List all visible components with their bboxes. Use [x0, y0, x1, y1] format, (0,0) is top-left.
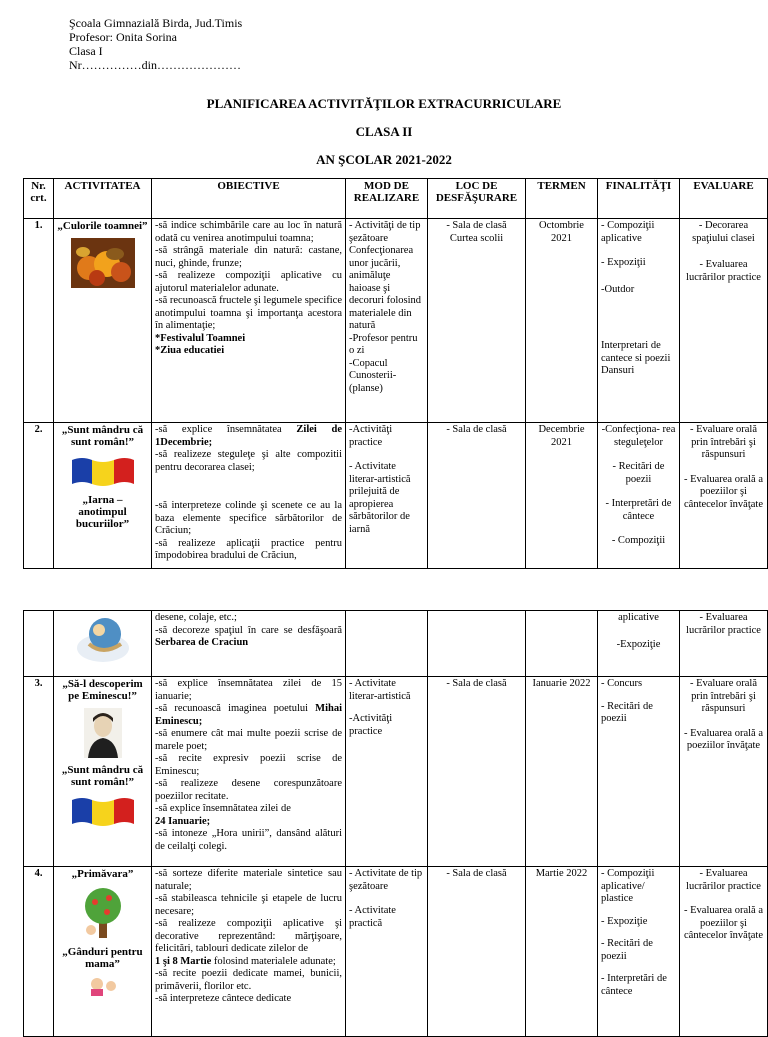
activity-title: „Sunt mândru că sunt român!” [61, 424, 144, 448]
term-cell: Octombrie 2021 [526, 219, 598, 423]
finality-text: - Compoziţii [611, 535, 666, 546]
finality-text: - Concurs [601, 678, 643, 689]
activity-cell [54, 867, 152, 1037]
col-activity: ACTIVITATEA [54, 179, 152, 219]
objective-text: -să recite expresiv poezii scrise de Eminescu; [155, 753, 342, 777]
objectives-cell [152, 611, 346, 677]
finality-cell [598, 423, 680, 569]
activity-cell [54, 219, 152, 423]
term-cell: Decembrie 2021 [526, 423, 598, 569]
poet-name: Mihai Eminescu; [155, 703, 342, 727]
romanian-flag-image [70, 794, 136, 828]
autumn-harvest-image [71, 238, 135, 288]
evaluation-cell [680, 219, 768, 423]
finality-text: - Compoziţii aplicative [601, 220, 655, 244]
mode-cell [346, 423, 428, 569]
table-row [24, 611, 768, 677]
evaluation-text: - Evaluarea lucrărilor practice [686, 259, 761, 283]
row-number [24, 611, 54, 677]
objective-text [155, 956, 342, 969]
row-number: 1. [24, 219, 54, 423]
nr-line: Nr……………din………………… [69, 58, 241, 72]
objective-text [155, 424, 342, 449]
objective-part: folosind materialele adunate; [211, 955, 336, 967]
objective-text: -să enumere cât mai multe poezii scrise de marele poet; [155, 728, 342, 752]
activity-subtitle: „Sunt mândru că sunt român!” [61, 764, 144, 788]
holiday-name: Zilei de 1Decembrie; [155, 424, 342, 448]
finality-text: - Recitări de poezii [601, 700, 653, 724]
mode-text: -Profesor pentru o zi [349, 332, 418, 356]
finality-text: Dansuri [601, 365, 635, 376]
objective-text: -să interpreteze colinde şi scenete ce au la baza elemente specifice sărbătorilor de Crăciun; [155, 500, 342, 536]
mode-text: -Activităţi practice [349, 424, 393, 448]
place-cell: - Sala de clasă [428, 677, 526, 867]
mode-text: - Activitate de tip şezătoare [349, 868, 423, 892]
finality-text: - Compoziţii aplicative/ plastice [601, 868, 655, 904]
objective-text [155, 703, 342, 728]
col-place: LOC DE DESFĂŞURARE [428, 179, 526, 219]
objective-part: -să explice însemnătatea [155, 424, 297, 435]
finality-cell [598, 611, 680, 677]
row-number: 3. [24, 677, 54, 867]
event-name: *Ziua educatiei [155, 345, 225, 356]
activity-cell [54, 677, 152, 867]
objective-text: -să sorteze diferite materiale sintetice sau naturale; [155, 868, 342, 892]
activity-cell [54, 611, 152, 677]
teacher-name: Profesor: Onita Sorina [69, 30, 177, 44]
activity-cell [54, 423, 152, 569]
activities-table-1 [23, 178, 768, 569]
event-name: Serbarea de Craciun [155, 637, 249, 648]
mother-child-image [83, 976, 123, 996]
activity-title: „Culorile toamnei” [57, 220, 148, 232]
objective-text: -să realizeze compoziţii aplicative şi decorative reprezentând: mărţişoare, felicitări, tablouri dedicate zilelor de [155, 918, 342, 954]
activity-title: „Să-l descoperim pe Eminescu!” [62, 678, 143, 702]
mode-cell [346, 219, 428, 423]
mode-text: -Activităţi practice [349, 713, 393, 737]
evaluation-text: - Evaluarea orală a poeziilor şi cântecelor învăţate [684, 473, 763, 510]
term-cell [526, 611, 598, 677]
objective-text: -să intoneze „Hora unirii”, dansând alături de ceilalţi colegi. [155, 828, 342, 852]
mode-text: - Activitate literar-artistică [349, 678, 411, 702]
spring-tree-image [79, 886, 127, 940]
objective-part: -să recunoască imaginea poetului [155, 703, 316, 714]
place-text: - Sala de clasă [446, 220, 507, 231]
finality-text: - Recitări de poezii [601, 938, 653, 962]
class-line: Clasa I [69, 44, 103, 58]
objective-text: -să strângă materiale din natură: castane, nuci, ghinde, frunze; [155, 245, 342, 269]
objective-text [155, 625, 342, 650]
evaluation-text: - Decorarea spaţiului clasei [692, 220, 755, 244]
school-name: Şcoala Gimnazială Birda, Jud.Timis [69, 16, 243, 30]
objective-text: -să interpreteze cântece dedicate [155, 993, 292, 1004]
mode-cell [346, 677, 428, 867]
finality-text: Interpretari de cantece si poezii [601, 340, 671, 364]
evaluation-cell [680, 423, 768, 569]
objective-text: -să realizeze compoziţii aplicative cu ajutorul materialelor adunate. [155, 270, 342, 294]
table-row [24, 219, 768, 423]
evaluation-text: - Evaluarea orală a poeziilor şi cântecelor învăţate [684, 905, 763, 941]
finality-text: - Expoziţie [601, 915, 648, 927]
table-row [24, 423, 768, 569]
class-title: CLASA II [355, 124, 413, 139]
place-cell: - Sala de clasă [428, 867, 526, 1037]
finality-cell [598, 677, 680, 867]
mode-text: -Copacul Cunosterii- (planse) [349, 357, 397, 394]
finality-text: -Confecţiona- rea steguleţelor [601, 424, 676, 448]
activity-subtitle: „Iarna – anotimpul bucuriilor” [75, 494, 130, 530]
finality-cell [598, 219, 680, 423]
activity-subtitle: „Gânduri pentru mama” [62, 946, 143, 970]
place-cell: - Sala de clasă [428, 423, 526, 569]
mode-text: Confecţionarea unor jucării, animăluţe haioase şi decoruri folosind materialele din natură [349, 245, 422, 331]
term-cell: Martie 2022 [526, 867, 598, 1037]
objective-part: -să decoreze spaţiul în care se desfăşoară [155, 624, 342, 636]
evaluation-cell [680, 867, 768, 1037]
objective-text: -să stabileasca tehnicile şi etapele de lucru necesare; [155, 893, 342, 917]
mode-cell [346, 867, 428, 1037]
place-cell [428, 219, 526, 423]
event-name: *Festivalul Toamnei [155, 332, 246, 344]
table-row [24, 867, 768, 1037]
objectives-cell [152, 677, 346, 867]
objective-text: -să recunoască fructele şi legumele specifice anotimpului toamna şi importanţa acestora în alimentaţie; [155, 295, 342, 331]
objective-text: -să realizeze desene corespunzătoare poeziilor recitate. [155, 778, 342, 802]
main-title: PLANIFICAREA ACTIVITĂŢILOR EXTRACURRICULARE [206, 96, 562, 111]
evaluation-text: - Evaluare orală prin întrebări şi răspunsuri [689, 678, 758, 714]
objectives-cell [152, 219, 346, 423]
document-header [69, 16, 242, 72]
finality-text: - Interpretări de cântece [601, 973, 667, 997]
objectives-cell [152, 867, 346, 1037]
finality-text: - Expoziţii [601, 257, 646, 268]
table-row [24, 677, 768, 867]
finality-text: - Recitări de poezii [612, 461, 665, 485]
evaluation-cell: - Evaluarea lucrărilor practice [680, 611, 768, 677]
romanian-flag-image [70, 454, 136, 488]
objective-text: -să explice însemnătatea zilei de [155, 803, 291, 814]
objective-text: -să indice schimbările care au loc în natură odată cu venirea anotimpului toamna; [155, 220, 342, 244]
finality-text: aplicative [618, 612, 659, 623]
activity-title: „Primăvara” [71, 868, 134, 880]
table-header-row [24, 179, 768, 219]
christmas-image [75, 614, 131, 664]
objective-text: -să explice însemnătatea zilei de 15 ianuarie; [155, 678, 342, 702]
col-mode: MOD DE REALIZARE [346, 179, 428, 219]
mode-text: - Activităţi de tip şezătoare [349, 220, 421, 244]
objective-text: desene, colaje, etc.; [155, 612, 237, 623]
col-evaluation: EVALUARE [680, 179, 768, 219]
mode-text: - Activitate practică [349, 905, 396, 929]
row-number: 2. [24, 423, 54, 569]
place-text: Curtea scolii [449, 232, 504, 244]
term-cell: Ianuarie 2022 [526, 677, 598, 867]
col-nr: Nr. crt. [24, 179, 54, 219]
evaluation-text: - Evaluarea lucrărilor practice [686, 868, 761, 892]
col-objectives: OBIECTIVE [152, 179, 346, 219]
mode-cell [346, 611, 428, 677]
finality-text: -Outdor [601, 283, 635, 295]
holiday-name: 24 Ianuarie; [155, 815, 211, 827]
col-finality: FINALITĂŢI [598, 179, 680, 219]
year-title: AN ŞCOLAR 2021-2022 [316, 152, 452, 167]
place-cell [428, 611, 526, 677]
objective-text: -să realizeze steguleţe şi alte compozitii pentru decorarea clasei; [155, 449, 342, 473]
finality-cell [598, 867, 680, 1037]
eminescu-portrait-image [84, 708, 122, 758]
objective-text: -să recite poezii dedicate mamei, bunicii, primăverii, florilor etc. [155, 968, 342, 992]
activities-table-2 [23, 610, 768, 1037]
row-number: 4. [24, 867, 54, 1037]
finality-text: -Expoziţie [616, 638, 661, 650]
evaluation-cell [680, 677, 768, 867]
col-term: TERMEN [526, 179, 598, 219]
holiday-name: 1 şi 8 Martie [155, 955, 212, 967]
evaluation-text: - Evaluare orală prin întrebări şi răspunsuri [689, 424, 758, 460]
finality-text: - Interpretări de cântece [605, 498, 672, 522]
objectives-cell [152, 423, 346, 569]
mode-text: - Activitate literar-artistică prilejuită de apropierea sărbătorilor de iarnă [349, 461, 411, 535]
objective-text: -să realizeze aplicaţii practice pentru împodobirea bradului de Crăciun, [155, 537, 342, 561]
evaluation-text: - Evaluarea orală a poeziilor învăţate [684, 727, 763, 751]
